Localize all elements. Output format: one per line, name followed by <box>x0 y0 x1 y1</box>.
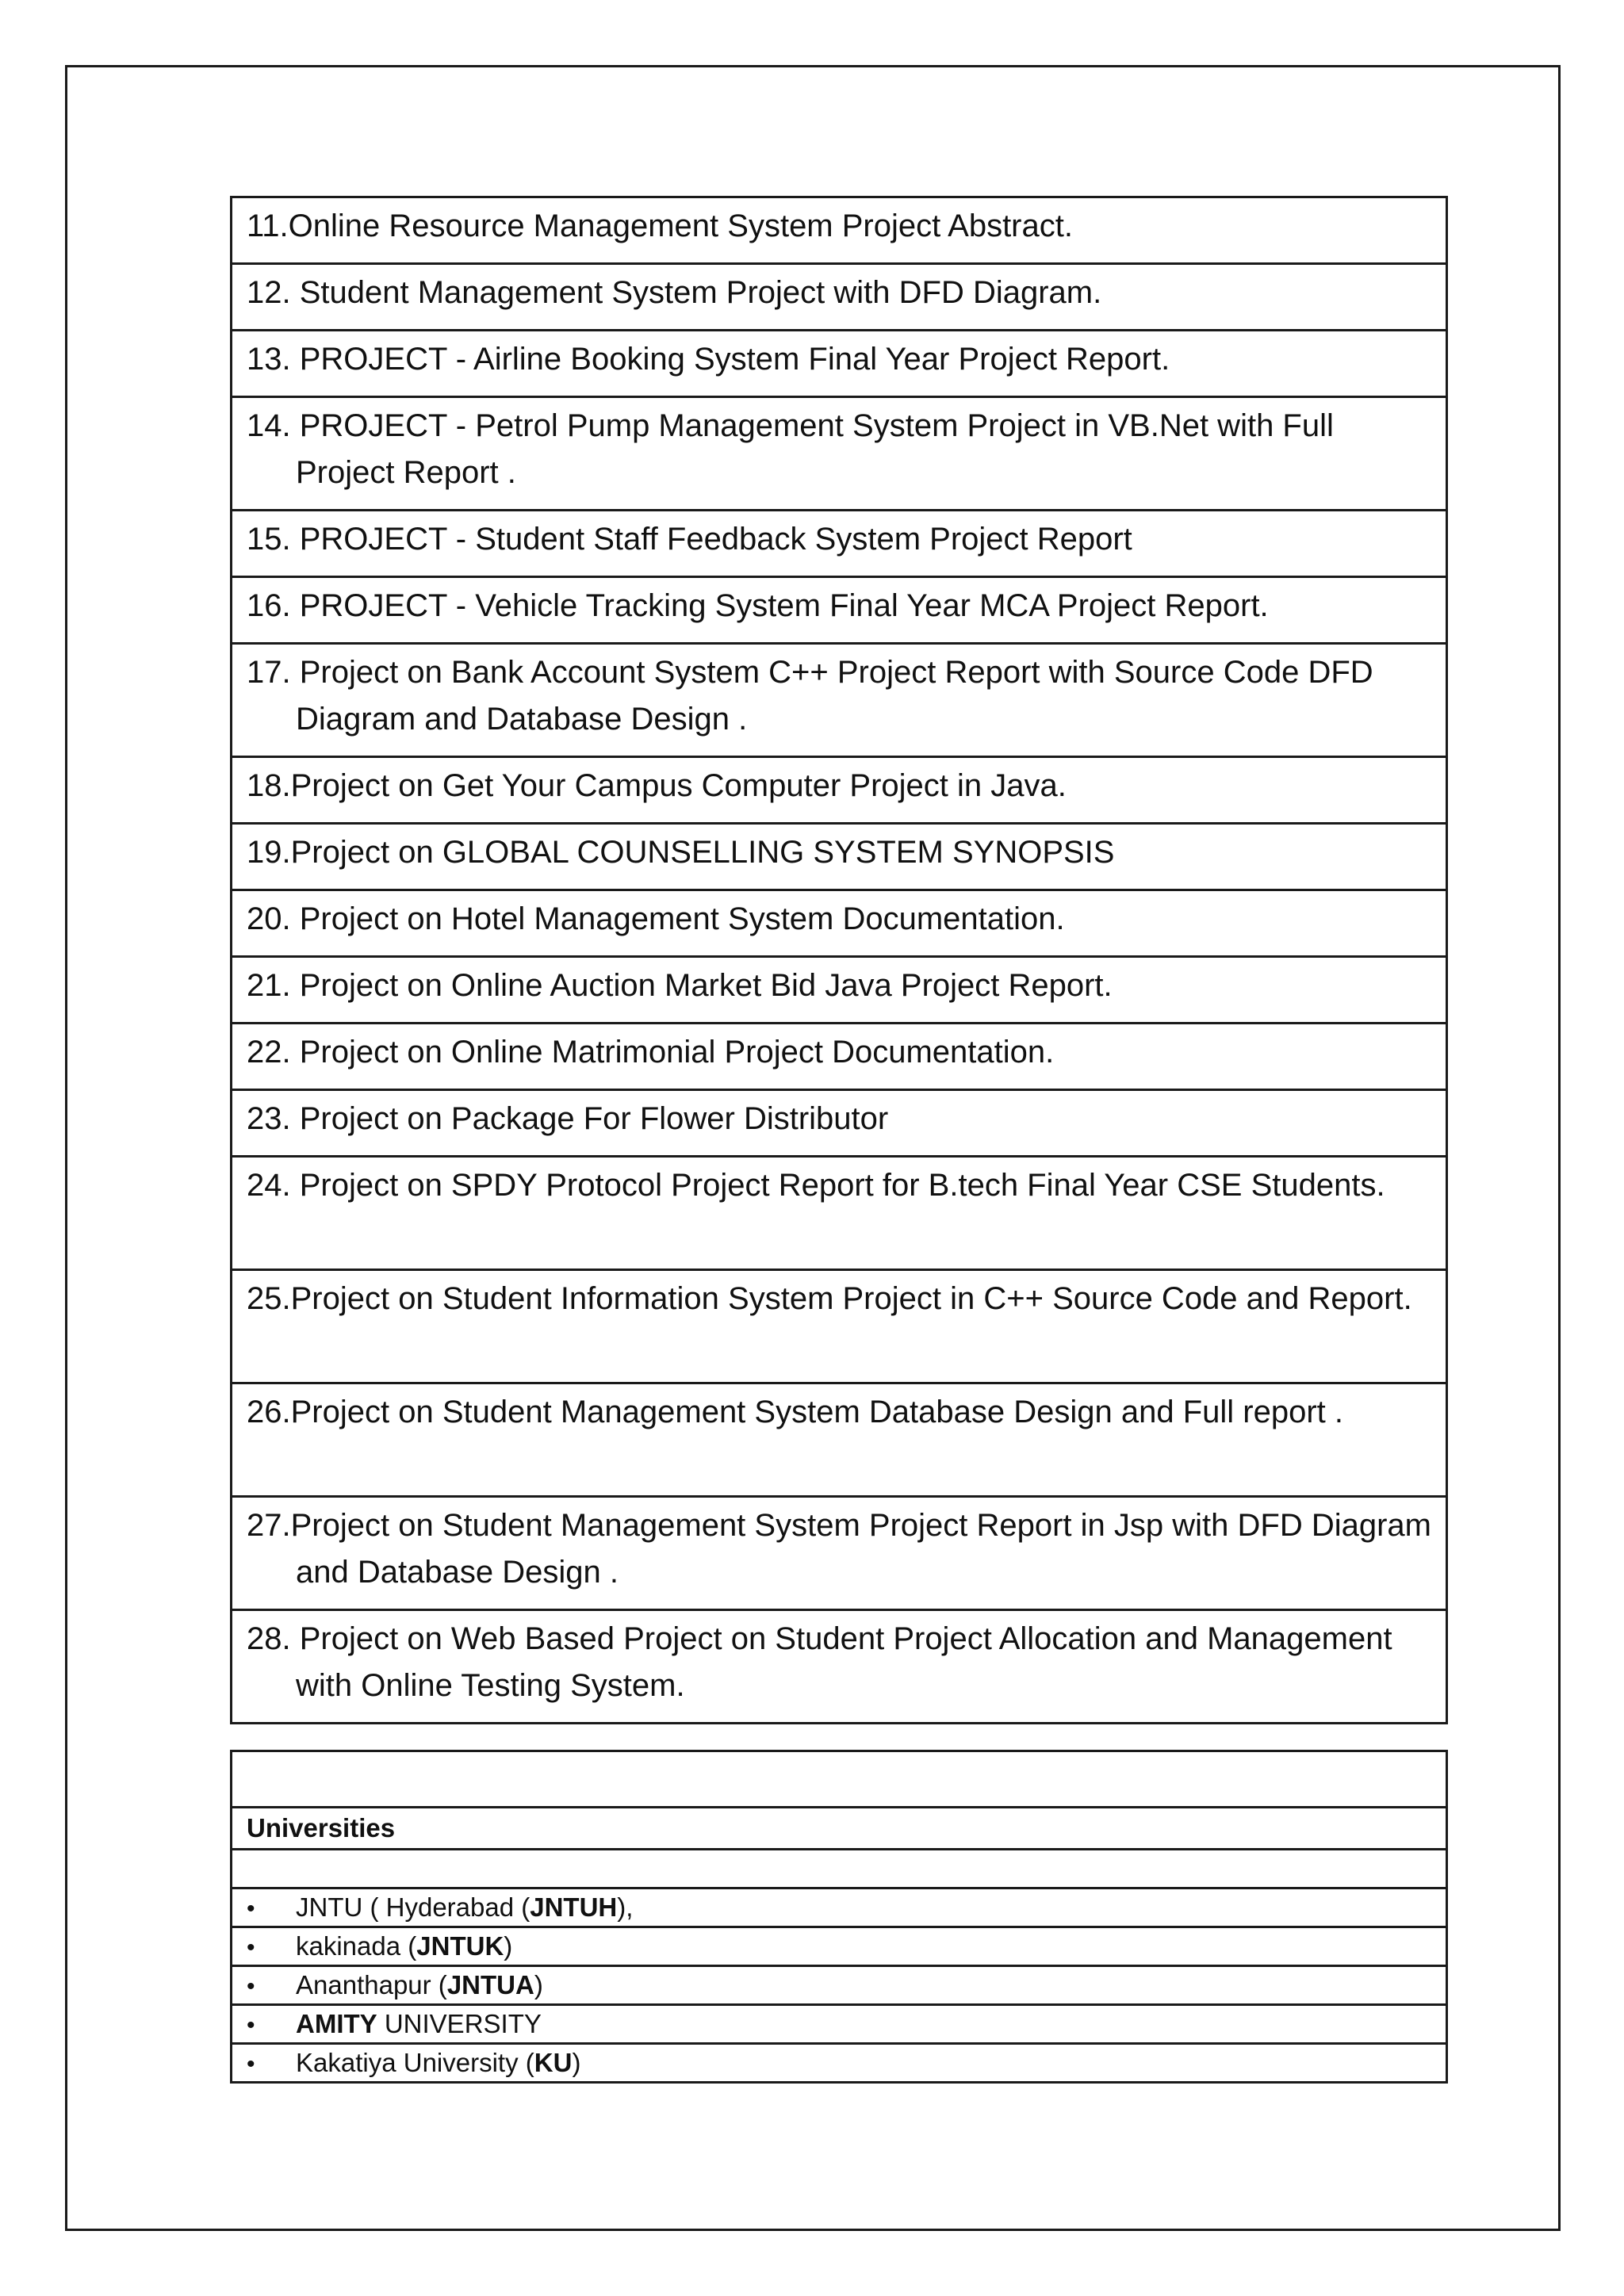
table-row <box>232 1157 1447 1270</box>
project-entry: 28. Project on Web Based Project on Student Project Allocation and Management with Online Testing System. <box>247 1621 1392 1703</box>
university-item: • AMITY UNIVERSITY <box>232 2005 1447 2044</box>
table-row <box>232 1024 1447 1090</box>
table-row <box>232 2005 1447 2044</box>
table-row <box>232 1090 1447 1157</box>
table-row <box>232 1808 1447 1850</box>
project-entry: 12. Student Management System Project with DFD Diagram. <box>247 275 1102 310</box>
universities-header: Universities <box>232 1808 1447 1850</box>
project-entry: 24. Project on SPDY Protocol Project Report for B.tech Final Year CSE Students. <box>247 1168 1385 1203</box>
project-entry: 23. Project on Package For Flower Distributor <box>247 1101 889 1136</box>
university-item: • JNTU ( Hyderabad (JNTUH), <box>232 1888 1447 1927</box>
project-entry: 22. Project on Online Matrimonial Project Documentation. <box>247 1035 1055 1070</box>
table-row <box>232 1966 1447 2005</box>
project-entry: 11.Online Resource Management System Project Abstract. <box>247 209 1073 243</box>
table-row <box>232 957 1447 1024</box>
table-row <box>232 1927 1447 1966</box>
universities-table <box>230 1750 1448 2084</box>
university-item: • Kakatiya University (KU) <box>232 2044 1447 2083</box>
bullet-icon: • <box>247 1896 255 1922</box>
project-entry: 26.Project on Student Management System Database Design and Full report . <box>247 1395 1343 1429</box>
table-row <box>232 1383 1447 1497</box>
table-row <box>232 1751 1447 1808</box>
project-entry: 14. PROJECT - Petrol Pump Management System Project in VB.Net with Full Project Report . <box>247 408 1334 490</box>
table-row <box>232 1850 1447 1888</box>
table-row <box>232 824 1447 890</box>
table-row <box>232 1270 1447 1383</box>
bullet-icon: • <box>247 2051 255 2077</box>
project-entry: 27.Project on Student Management System Project Report in Jsp with DFD Diagram and Database Design . <box>247 1508 1431 1590</box>
university-item: • Ananthapur (JNTUA) <box>232 1966 1447 2005</box>
bullet-icon: • <box>247 2012 255 2038</box>
project-entry: 19.Project on GLOBAL COUNSELLING SYSTEM SYNOPSIS <box>247 835 1115 870</box>
table-row <box>232 264 1447 331</box>
table-row <box>232 197 1447 264</box>
project-entry: 20. Project on Hotel Management System Documentation. <box>247 901 1065 936</box>
table-row <box>232 644 1447 757</box>
table-row <box>232 511 1447 577</box>
table-row <box>232 1888 1447 1927</box>
table-row <box>232 2044 1447 2083</box>
project-entry: 21. Project on Online Auction Market Bid Java Project Report. <box>247 968 1113 1003</box>
university-item: • kakinada (JNTUK) <box>232 1927 1447 1966</box>
table-row <box>232 1497 1447 1610</box>
table-row <box>232 1610 1447 1724</box>
table-row <box>232 757 1447 824</box>
table-row <box>232 577 1447 644</box>
project-entry: 25.Project on Student Information System Project in C++ Source Code and Report. <box>247 1281 1412 1316</box>
bullet-icon: • <box>247 1973 255 1999</box>
project-entry: 17. Project on Bank Account System C++ Project Report with Source Code DFD Diagram and Database Design . <box>247 655 1373 737</box>
project-entry: 15. PROJECT - Student Staff Feedback System Project Report <box>247 522 1132 557</box>
project-entry: 13. PROJECT - Airline Booking System Final Year Project Report. <box>247 342 1170 377</box>
project-entry: 16. PROJECT - Vehicle Tracking System Final Year MCA Project Report. <box>247 588 1269 623</box>
bullet-icon: • <box>247 1934 255 1961</box>
projects-table <box>230 196 1448 1724</box>
project-entry: 18.Project on Get Your Campus Computer Project in Java. <box>247 768 1067 803</box>
table-row <box>232 890 1447 957</box>
table-row <box>232 331 1447 397</box>
table-row <box>232 397 1447 511</box>
